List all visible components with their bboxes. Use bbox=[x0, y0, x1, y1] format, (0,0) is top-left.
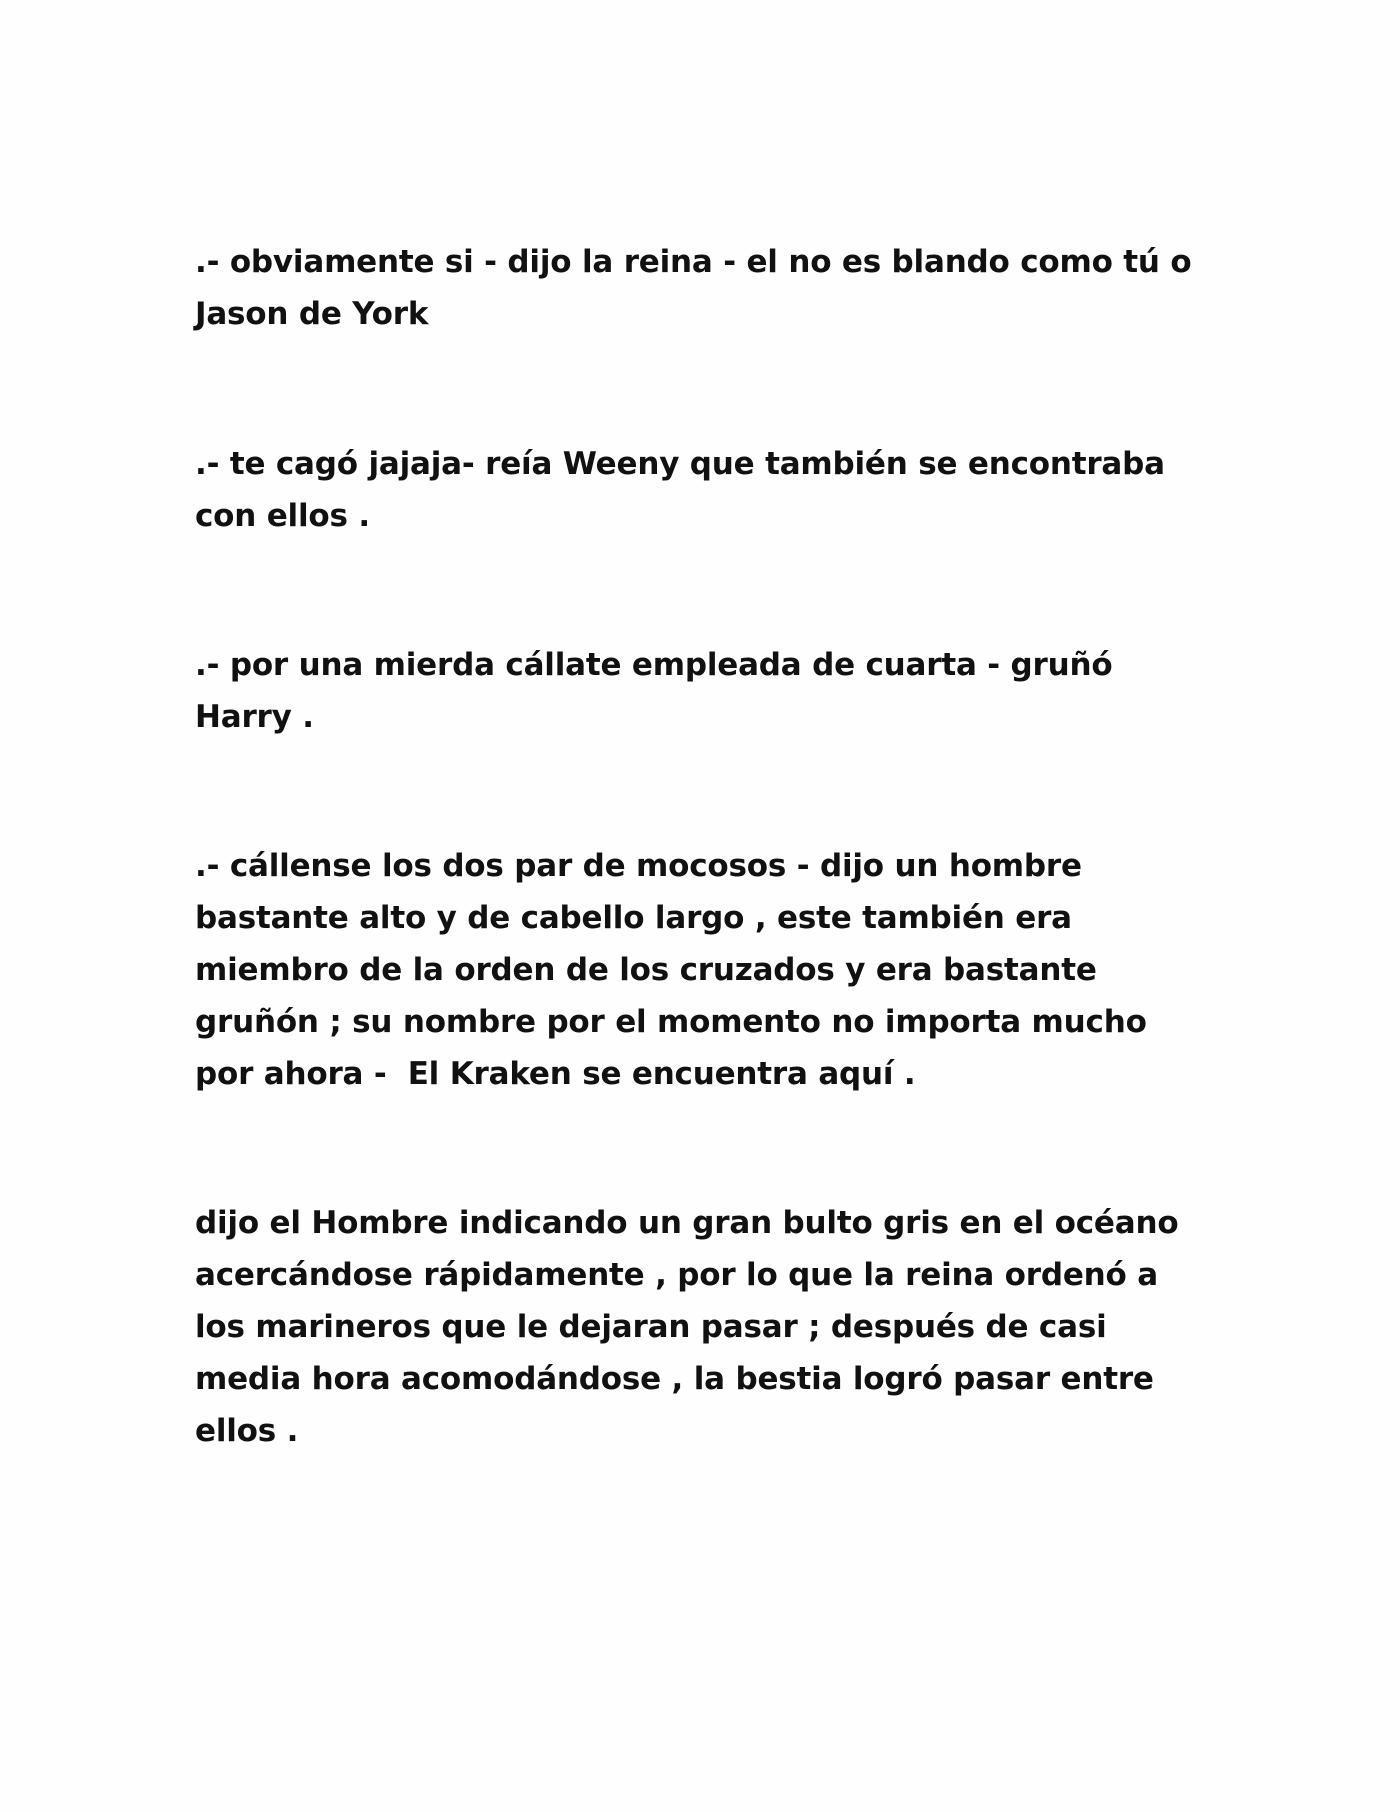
paragraph-line: miembro de la orden de los cruzados y era bastante bbox=[195, 952, 1097, 988]
paragraph-1 bbox=[195, 236, 1235, 340]
paragraph-line: ellos . bbox=[195, 1413, 299, 1449]
paragraph-line: media hora acomodándose , la bestia logró pasar entre bbox=[195, 1361, 1154, 1397]
paragraph-3 bbox=[195, 639, 1235, 743]
paragraph-line: gruñón ; su nombre por el momento no importa mucho bbox=[195, 1004, 1147, 1040]
paragraph-2 bbox=[195, 438, 1235, 542]
paragraph-line: .- te cagó jajaja- reía Weeny que también se encontraba bbox=[195, 446, 1165, 482]
paragraph-line: Jason de York bbox=[195, 296, 429, 332]
paragraph-line: .- cállense los dos par de mocosos - dijo un hombre bbox=[195, 848, 1082, 884]
paragraph-5 bbox=[195, 1197, 1235, 1457]
paragraph-line: acercándose rápidamente , por lo que la reina ordenó a bbox=[195, 1257, 1158, 1293]
paragraph-line: dijo el Hombre indicando un gran bulto gris en el océano bbox=[195, 1205, 1179, 1241]
paragraph-line: por ahora - El Kraken se encuentra aquí . bbox=[195, 1056, 916, 1092]
paragraph-line: con ellos . bbox=[195, 498, 370, 534]
paragraph-line: bastante alto y de cabello largo , este también era bbox=[195, 900, 1072, 936]
paragraph-line: .- por una mierda cállate empleada de cuarta - gruñó bbox=[195, 647, 1113, 683]
paragraph-line: .- obviamente si - dijo la reina - el no es blando como tú o bbox=[195, 244, 1192, 280]
paragraph-line: Harry . bbox=[195, 699, 314, 735]
paragraph-4 bbox=[195, 840, 1235, 1100]
paragraph-line: los marineros que le dejaran pasar ; después de casi bbox=[195, 1309, 1107, 1345]
